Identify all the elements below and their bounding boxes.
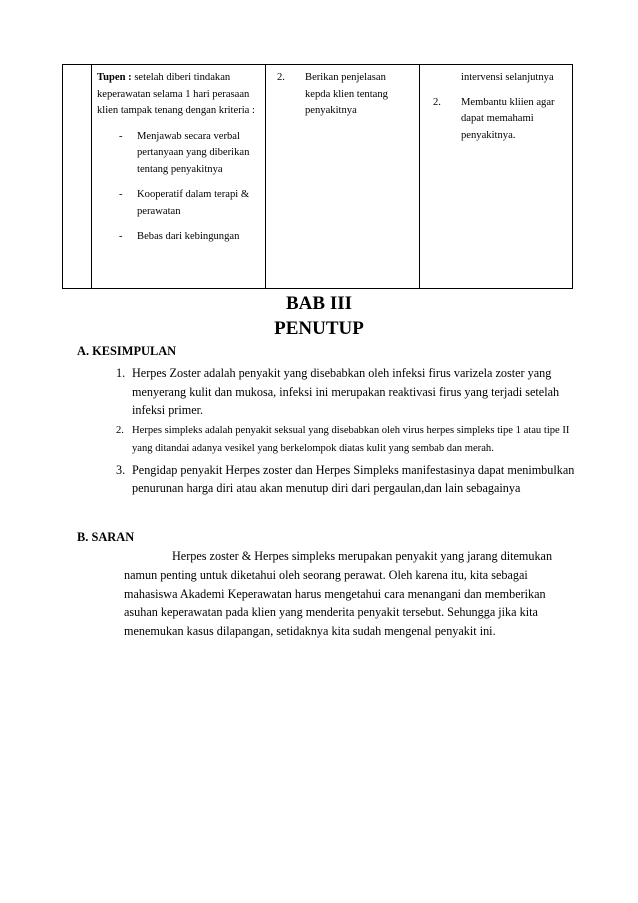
list-item (97, 229, 257, 246)
list-item (277, 70, 405, 120)
section-heading-kesimpulan: A. KESIMPULAN (77, 344, 177, 358)
criteria-text: Menjawab secara verbal pertanyaan yang diberikan tentang penyakitnya (137, 130, 250, 175)
item-number: 1. (116, 366, 126, 380)
list-item (107, 364, 577, 420)
criteria-text: Kooperatif dalam terapi & perawatan (137, 189, 250, 217)
list-item (433, 95, 565, 145)
intervention-text: Berikan penjelasan kepda klien tentang penyakitnya (305, 72, 388, 116)
conclusion-text: Herpes simpleks adalah penyakit seksual yang disebabkan oleh virus herpes simpleks tipe 1 atau tipe II yang ditandai adanya vesikel yang berkelompok diatas kulit yang sembab dan merah. (132, 424, 570, 454)
conclusion-list (107, 364, 577, 498)
item-number: 2. (116, 424, 124, 436)
conclusion-text: Pengidap penyakit Herpes zoster dan Herpes Simpleks manifestasinya dapat menimbulkan penurunan harga diri atau akan menutup diri dari pergaulan,dan lain sebagainya (132, 462, 575, 495)
item-number: 2. (277, 72, 285, 83)
table-column-divider (419, 65, 420, 288)
chapter-number: BAB III (286, 293, 352, 314)
table-cell-rationale (433, 65, 565, 144)
item-number: 2. (433, 96, 441, 108)
chapter-title: PENUTUP (274, 318, 364, 339)
table-cell-intervention (277, 65, 405, 120)
item-number: 3. (116, 462, 126, 477)
rationale-intro: intervensi selanjutnya (461, 72, 554, 83)
criteria-list (97, 129, 257, 246)
nursing-care-table (62, 64, 573, 289)
table-column-divider (265, 65, 266, 288)
list-bullet: - (119, 189, 123, 200)
goal-text: setelah diberi tindakan keperawatan selama 1 hari perasaan klien tampak tenang dengan kriteria : (97, 72, 255, 116)
rationale-text: Membantu kliien agar dapat memahami penyakitnya. (461, 96, 555, 141)
conclusion-text: Herpes Zoster adalah penyakit yang disebabkan oleh infeksi firus varizela zoster yang menyerang kulit dan mukosa, infeksi ini merupakan reaktivasi firus yang terjadi setelah infeksi primer. (132, 366, 560, 417)
list-item (97, 129, 257, 179)
goal-label: Tupen : (97, 72, 132, 83)
saran-paragraph: Herpes zoster & Herpes simpleks merupakan penyakit yang jarang ditemukan namun penting untuk diketahui oleh seorang perawat. Oleh karena itu, kita sebagai mahasiswa Akademi Keperawatan harus mengetahui cara menangani dan memberikan asuhan keperawatan pada klien yang menderita penyakit tersebut. Sehungga jika kita menemukan kasus dilapangan, setidaknya kita sudah mengenal penyakit ini. (124, 549, 553, 639)
list-item (107, 422, 577, 458)
section-heading-saran: B. SARAN (77, 530, 135, 544)
table-cell-goal (97, 65, 257, 246)
list-bullet: - (119, 130, 123, 142)
goal-paragraph (97, 70, 257, 120)
list-item (97, 187, 257, 220)
list-bullet: - (119, 231, 123, 242)
table-column-divider (91, 65, 92, 288)
list-item (107, 461, 577, 498)
criteria-text: Bebas dari kebingungan (137, 231, 240, 242)
